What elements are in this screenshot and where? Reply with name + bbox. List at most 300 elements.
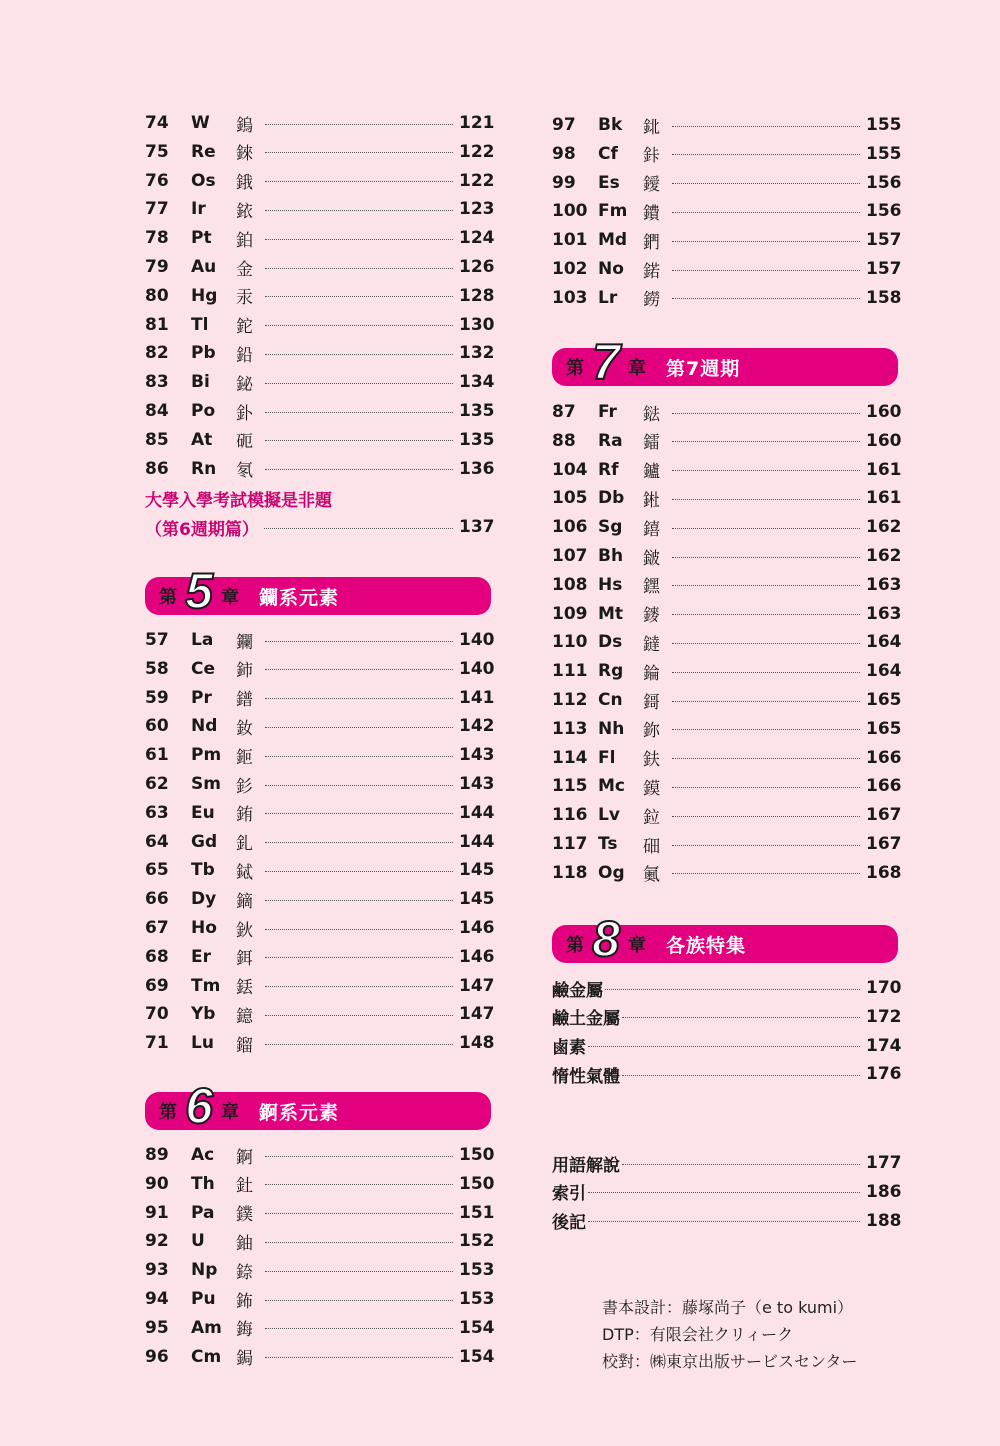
toc-entry[interactable] xyxy=(145,311,495,339)
page-number: 150 xyxy=(459,1145,495,1165)
toc-entry[interactable] xyxy=(552,859,902,887)
leader-dots xyxy=(264,528,453,529)
element-name: 鏑 xyxy=(236,891,253,912)
element-symbol: Os xyxy=(191,170,216,191)
toc-entry[interactable] xyxy=(145,455,495,483)
element-symbol: Pr xyxy=(191,687,212,708)
page-number: 128 xyxy=(459,285,495,306)
atomic-number: 85 xyxy=(145,429,169,450)
leader-dots xyxy=(588,1046,860,1047)
element-name: 鿫 xyxy=(643,865,660,886)
page-number: 186 xyxy=(866,1181,902,1202)
element-name: 鉺 xyxy=(236,949,253,970)
element-symbol: Bi xyxy=(191,372,210,393)
element-symbol: Ra xyxy=(598,430,623,451)
leader-dots xyxy=(672,557,860,558)
element-symbol: Fm xyxy=(598,201,628,222)
page-number: 165 xyxy=(866,718,902,739)
element-name: 鐒 xyxy=(643,290,660,311)
page-number: 158 xyxy=(866,287,902,308)
atomic-number: 86 xyxy=(145,458,169,479)
leader-dots xyxy=(672,212,860,213)
toc-entry[interactable] xyxy=(552,226,902,254)
toc-entry[interactable] xyxy=(145,1000,495,1028)
element-name: 鎶 xyxy=(643,692,660,713)
leader-dots xyxy=(672,701,860,702)
element-name: 鉳 xyxy=(643,117,660,138)
element-name: 䥑 xyxy=(643,606,660,627)
toc-entry[interactable] xyxy=(145,109,495,137)
atomic-number: 76 xyxy=(145,170,169,191)
leader-dots xyxy=(265,469,453,470)
element-symbol: Cn xyxy=(598,690,623,710)
page-number: 136 xyxy=(459,458,495,479)
atomic-number: 57 xyxy=(145,630,169,650)
toc-entry[interactable] xyxy=(552,974,902,1002)
leader-dots xyxy=(265,210,453,211)
page-number: 156 xyxy=(866,201,902,222)
page-number: 166 xyxy=(866,776,902,797)
element-name: 鈰 xyxy=(236,661,253,682)
toc-entry[interactable] xyxy=(552,255,902,283)
atomic-number: 79 xyxy=(145,257,169,277)
element-name: 鉕 xyxy=(236,747,253,768)
element-symbol: La xyxy=(191,630,214,650)
page-number: 124 xyxy=(459,228,495,249)
atomic-number: 64 xyxy=(145,831,169,852)
atomic-number: 77 xyxy=(145,199,169,220)
chapter-7-banner[interactable] xyxy=(552,334,898,390)
chapter-8-banner[interactable] xyxy=(552,911,898,967)
toc-entry[interactable] xyxy=(552,1060,902,1088)
leader-dots xyxy=(265,181,453,182)
chapter-title: 鑭系元素 xyxy=(259,586,340,609)
element-symbol: Ts xyxy=(598,834,618,854)
leader-dots xyxy=(265,268,453,269)
toc-entry[interactable] xyxy=(552,427,902,455)
exam-page: 137 xyxy=(459,517,495,537)
atomic-number: 70 xyxy=(145,1004,169,1025)
page-number: 123 xyxy=(459,199,495,220)
credit-line: 校對：㈱東京出版サービスセンター xyxy=(602,1352,858,1371)
page-number: 146 xyxy=(459,946,495,967)
atomic-number: 110 xyxy=(552,632,588,653)
toc-entry[interactable] xyxy=(552,1003,902,1031)
element-name: 鋨 xyxy=(236,173,253,194)
element-name: 錀 xyxy=(643,663,660,684)
leader-dots xyxy=(672,729,860,730)
toc-entry[interactable] xyxy=(145,1256,495,1284)
toc-entry[interactable] xyxy=(552,801,902,829)
atomic-number: 80 xyxy=(145,285,169,306)
toc-entry[interactable] xyxy=(552,657,902,685)
chapter-prefix: 第 xyxy=(159,587,177,608)
element-symbol: Tl xyxy=(191,314,209,335)
element-name: 錼 xyxy=(236,1262,253,1283)
leader-dots xyxy=(265,785,453,786)
leader-dots xyxy=(672,845,860,846)
toc-entry[interactable] xyxy=(145,1285,495,1313)
leader-dots xyxy=(265,1015,453,1016)
leader-dots xyxy=(672,298,860,299)
atomic-number: 78 xyxy=(145,228,169,249)
element-symbol: Sg xyxy=(598,517,623,538)
toc-entry[interactable] xyxy=(552,484,902,512)
element-symbol: Bh xyxy=(598,546,624,566)
atomic-number: 74 xyxy=(145,113,169,133)
leader-dots xyxy=(265,698,453,699)
toc-entry[interactable] xyxy=(552,456,902,484)
toc-entry[interactable] xyxy=(145,799,495,827)
toc-entry[interactable] xyxy=(145,1343,495,1371)
element-name: 銪 xyxy=(236,805,253,826)
entry-label: 後記 xyxy=(552,1213,586,1234)
toc-entry[interactable] xyxy=(145,1029,495,1057)
element-symbol: Lu xyxy=(191,1033,214,1054)
entry-label: 惰性氣體 xyxy=(552,1066,620,1087)
atomic-number: 118 xyxy=(552,862,588,883)
toc-entry[interactable] xyxy=(552,1207,902,1235)
page-number: 161 xyxy=(866,459,902,480)
leader-dots xyxy=(672,816,860,817)
leader-dots xyxy=(265,1357,453,1358)
atomic-number: 93 xyxy=(145,1260,169,1281)
atomic-number: 62 xyxy=(145,774,169,794)
element-name: 鋱 xyxy=(236,862,253,883)
leader-dots xyxy=(265,727,453,728)
page-number: 140 xyxy=(459,658,495,679)
atomic-number: 106 xyxy=(552,517,588,538)
toc-entry[interactable] xyxy=(145,1227,495,1255)
toc-entry[interactable] xyxy=(145,253,495,281)
page-number: 145 xyxy=(459,860,495,881)
element-name: 釷 xyxy=(236,1176,253,1197)
toc-entry[interactable] xyxy=(145,224,495,252)
page-number: 160 xyxy=(866,430,902,451)
leader-dots xyxy=(672,787,860,788)
toc-entry[interactable] xyxy=(552,1178,902,1206)
atomic-number: 101 xyxy=(552,230,588,251)
toc-entry[interactable] xyxy=(552,628,902,656)
element-symbol: Ds xyxy=(598,632,623,653)
toc-entry[interactable] xyxy=(552,600,902,628)
page-number: 155 xyxy=(866,115,902,135)
element-symbol: Ho xyxy=(191,918,217,938)
element-symbol: Ce xyxy=(191,658,216,679)
leader-dots xyxy=(672,183,860,184)
leader-dots xyxy=(265,756,453,757)
page-number: 163 xyxy=(866,574,902,595)
atomic-number: 81 xyxy=(145,314,169,335)
page-number: 154 xyxy=(459,1346,495,1367)
atomic-number: 59 xyxy=(145,687,169,708)
toc-entry[interactable] xyxy=(552,571,902,599)
exam-entry[interactable] xyxy=(145,513,495,541)
leader-dots xyxy=(622,1075,860,1076)
leader-dots xyxy=(672,672,860,673)
atomic-number: 87 xyxy=(552,402,576,422)
element-symbol: Ir xyxy=(191,199,206,220)
chapter-number: 6 xyxy=(185,1078,213,1134)
element-symbol: Mc xyxy=(598,776,625,797)
element-symbol: Fr xyxy=(598,402,617,422)
toc-entry[interactable] xyxy=(145,397,495,425)
element-name: 鐠 xyxy=(236,690,253,711)
atomic-number: 115 xyxy=(552,776,588,797)
element-symbol: Nh xyxy=(598,718,625,739)
toc-entry[interactable] xyxy=(552,744,902,772)
leader-dots xyxy=(265,1300,453,1301)
element-name: 鉑 xyxy=(236,230,253,251)
element-name: 𨭎 xyxy=(643,519,660,540)
element-symbol: Md xyxy=(598,230,628,251)
element-name: 鈇 xyxy=(643,750,660,771)
toc-entry[interactable] xyxy=(552,284,902,312)
atomic-number: 63 xyxy=(145,802,169,823)
toc-entry[interactable] xyxy=(552,715,902,743)
credit-line: DTP：有限会社クリィーク xyxy=(602,1325,794,1344)
atomic-number: 111 xyxy=(552,661,588,682)
leader-dots xyxy=(265,929,453,930)
element-name: 鐽 xyxy=(643,634,660,655)
toc-entry[interactable] xyxy=(145,339,495,367)
chapter-prefix: 第 xyxy=(566,358,584,379)
atomic-number: 99 xyxy=(552,172,576,193)
leader-dots xyxy=(672,528,860,529)
toc-entry[interactable] xyxy=(145,943,495,971)
element-symbol: Rg xyxy=(598,661,624,682)
element-symbol: Eu xyxy=(191,802,215,823)
toc-entry[interactable] xyxy=(145,167,495,195)
chapter-number: 8 xyxy=(592,911,620,967)
toc-entry[interactable] xyxy=(145,972,495,1000)
atomic-number: 98 xyxy=(552,143,576,164)
page-number: 156 xyxy=(866,172,902,193)
toc-entry[interactable] xyxy=(145,914,495,942)
page-number: 188 xyxy=(866,1210,902,1231)
toc-entry[interactable] xyxy=(145,684,495,712)
leader-dots xyxy=(265,641,453,642)
leader-dots xyxy=(265,813,453,814)
chapter-6-banner[interactable] xyxy=(145,1078,491,1134)
element-symbol: Lv xyxy=(598,805,620,826)
element-symbol: Bk xyxy=(598,115,623,135)
page-number: 122 xyxy=(459,170,495,191)
element-symbol: Og xyxy=(598,862,625,883)
toc-entry[interactable] xyxy=(552,830,902,858)
element-symbol: Db xyxy=(598,488,625,509)
toc-entry[interactable] xyxy=(145,195,495,223)
leader-dots xyxy=(265,900,453,901)
leader-dots xyxy=(265,1156,453,1157)
element-name: 鍩 xyxy=(643,261,660,282)
element-name: 鑭 xyxy=(236,632,253,653)
leader-dots xyxy=(588,1192,860,1193)
element-symbol: Np xyxy=(191,1260,218,1281)
element-name: 𨧀 xyxy=(643,490,660,511)
element-name: 銥 xyxy=(236,201,253,222)
leader-dots xyxy=(265,1044,453,1045)
element-symbol: Po xyxy=(191,401,216,421)
page-number: 153 xyxy=(459,1260,495,1281)
toc-entry[interactable] xyxy=(145,282,495,310)
toc-entry[interactable] xyxy=(552,1149,902,1177)
toc-entry[interactable] xyxy=(145,741,495,769)
chapter-suffix: 章 xyxy=(221,587,239,608)
chapter-prefix: 第 xyxy=(159,1102,177,1123)
element-symbol: Tm xyxy=(191,975,221,996)
toc-entry[interactable] xyxy=(552,398,902,426)
leader-dots xyxy=(265,1271,453,1272)
element-symbol: Th xyxy=(191,1173,215,1194)
element-name: 釓 xyxy=(236,834,253,855)
leader-dots xyxy=(265,957,453,958)
atomic-number: 65 xyxy=(145,860,169,881)
toc-entry[interactable] xyxy=(145,856,495,884)
element-symbol: Rn xyxy=(191,458,217,479)
element-symbol: Lr xyxy=(598,287,618,308)
element-symbol: Ac xyxy=(191,1145,215,1165)
element-name: 鈥 xyxy=(236,920,253,941)
atomic-number: 82 xyxy=(145,343,169,364)
leader-dots xyxy=(605,989,860,990)
toc-entry[interactable] xyxy=(145,426,495,454)
element-name: 汞 xyxy=(236,288,253,309)
page-number: 151 xyxy=(459,1202,495,1223)
toc-entry[interactable] xyxy=(145,1199,495,1227)
element-symbol: At xyxy=(191,429,213,450)
leader-dots xyxy=(588,1221,860,1222)
page-number: 157 xyxy=(866,230,902,251)
toc-entry[interactable] xyxy=(145,1314,495,1342)
page-number: 142 xyxy=(459,716,495,737)
atomic-number: 104 xyxy=(552,459,588,480)
leader-dots xyxy=(672,154,860,155)
page-number: 154 xyxy=(459,1317,495,1338)
toc-entry[interactable] xyxy=(552,197,902,225)
element-symbol: Yb xyxy=(191,1004,216,1025)
element-name: 鑀 xyxy=(643,175,660,196)
toc-entry[interactable] xyxy=(552,1032,902,1060)
element-name: 鿬 xyxy=(643,836,660,857)
element-name: 釙 xyxy=(236,403,253,424)
chapter-5-banner[interactable] xyxy=(145,563,491,619)
toc-entry[interactable] xyxy=(145,828,495,856)
leader-dots xyxy=(265,1328,453,1329)
atomic-number: 69 xyxy=(145,975,169,996)
toc-entry[interactable] xyxy=(145,1170,495,1198)
atomic-number: 92 xyxy=(145,1231,169,1252)
atomic-number: 96 xyxy=(145,1346,169,1367)
element-name: 金 xyxy=(236,259,253,280)
entry-label: 索引 xyxy=(552,1184,586,1205)
page-number: 121 xyxy=(459,113,495,133)
toc-entry[interactable] xyxy=(145,626,495,654)
leader-dots xyxy=(265,325,453,326)
element-name: 鈽 xyxy=(236,1291,253,1312)
page-number: 141 xyxy=(459,687,495,708)
credits xyxy=(602,1294,857,1375)
toc-entry[interactable] xyxy=(145,712,495,740)
element-symbol: Cf xyxy=(598,143,618,164)
toc-entry[interactable] xyxy=(145,655,495,683)
atomic-number: 67 xyxy=(145,918,169,938)
chapter-title: 第7週期 xyxy=(666,357,741,380)
element-name: 鋦 xyxy=(236,1349,253,1370)
leader-dots xyxy=(672,126,860,127)
leader-dots xyxy=(672,614,860,615)
page-number: 174 xyxy=(866,1035,902,1056)
chapter-number: 5 xyxy=(185,563,213,619)
toc-entry[interactable] xyxy=(145,368,495,396)
element-name: 𨭆 xyxy=(643,577,660,598)
element-symbol: Hg xyxy=(191,285,218,306)
element-symbol: Pt xyxy=(191,228,212,249)
atomic-number: 117 xyxy=(552,834,588,854)
exam-title[interactable]: 大學入學考試模擬是非題 xyxy=(145,491,332,511)
entry-label: 用語解說 xyxy=(552,1155,620,1176)
element-name: 錒 xyxy=(236,1147,253,1168)
toc-entry[interactable] xyxy=(552,140,902,168)
toc-entry[interactable] xyxy=(552,542,902,570)
atomic-number: 84 xyxy=(145,401,169,421)
element-symbol: Pa xyxy=(191,1202,215,1223)
page-number: 155 xyxy=(866,143,902,164)
element-symbol: Er xyxy=(191,946,211,967)
element-symbol: Fl xyxy=(598,747,616,768)
page-number: 152 xyxy=(459,1231,495,1252)
toc-entry[interactable] xyxy=(552,513,902,541)
page-number: 167 xyxy=(866,805,902,826)
leader-dots xyxy=(265,239,453,240)
element-name: 鍅 xyxy=(643,404,660,425)
toc-entry[interactable] xyxy=(552,169,902,197)
toc-entry[interactable] xyxy=(145,138,495,166)
element-symbol: Dy xyxy=(191,889,217,910)
atomic-number: 114 xyxy=(552,747,588,768)
element-name: 鐳 xyxy=(643,433,660,454)
element-name: 釹 xyxy=(236,718,253,739)
page-number: 132 xyxy=(459,343,495,364)
page-number: 160 xyxy=(866,402,902,422)
atomic-number: 68 xyxy=(145,946,169,967)
element-symbol: Nd xyxy=(191,716,218,737)
toc-entry[interactable] xyxy=(552,111,902,139)
page-number: 143 xyxy=(459,745,495,766)
toc-entry[interactable] xyxy=(145,770,495,798)
page-number: 146 xyxy=(459,918,495,938)
toc-entry[interactable] xyxy=(552,686,902,714)
page-number: 126 xyxy=(459,257,495,277)
toc-entry[interactable] xyxy=(552,772,902,800)
element-symbol: No xyxy=(598,259,624,279)
element-name: 鉈 xyxy=(236,317,253,338)
element-name: 氡 xyxy=(236,461,253,482)
leader-dots xyxy=(265,1213,453,1214)
element-symbol: U xyxy=(191,1231,205,1252)
chapter-prefix: 第 xyxy=(566,935,584,956)
atomic-number: 107 xyxy=(552,546,588,566)
leader-dots xyxy=(672,413,860,414)
leader-dots xyxy=(672,758,860,759)
toc-entry[interactable] xyxy=(145,1141,495,1169)
toc-entry[interactable] xyxy=(145,885,495,913)
atomic-number: 103 xyxy=(552,287,588,308)
leader-dots xyxy=(672,499,860,500)
element-name: 釤 xyxy=(236,776,253,797)
atomic-number: 71 xyxy=(145,1033,169,1054)
element-symbol: Tb xyxy=(191,860,215,881)
